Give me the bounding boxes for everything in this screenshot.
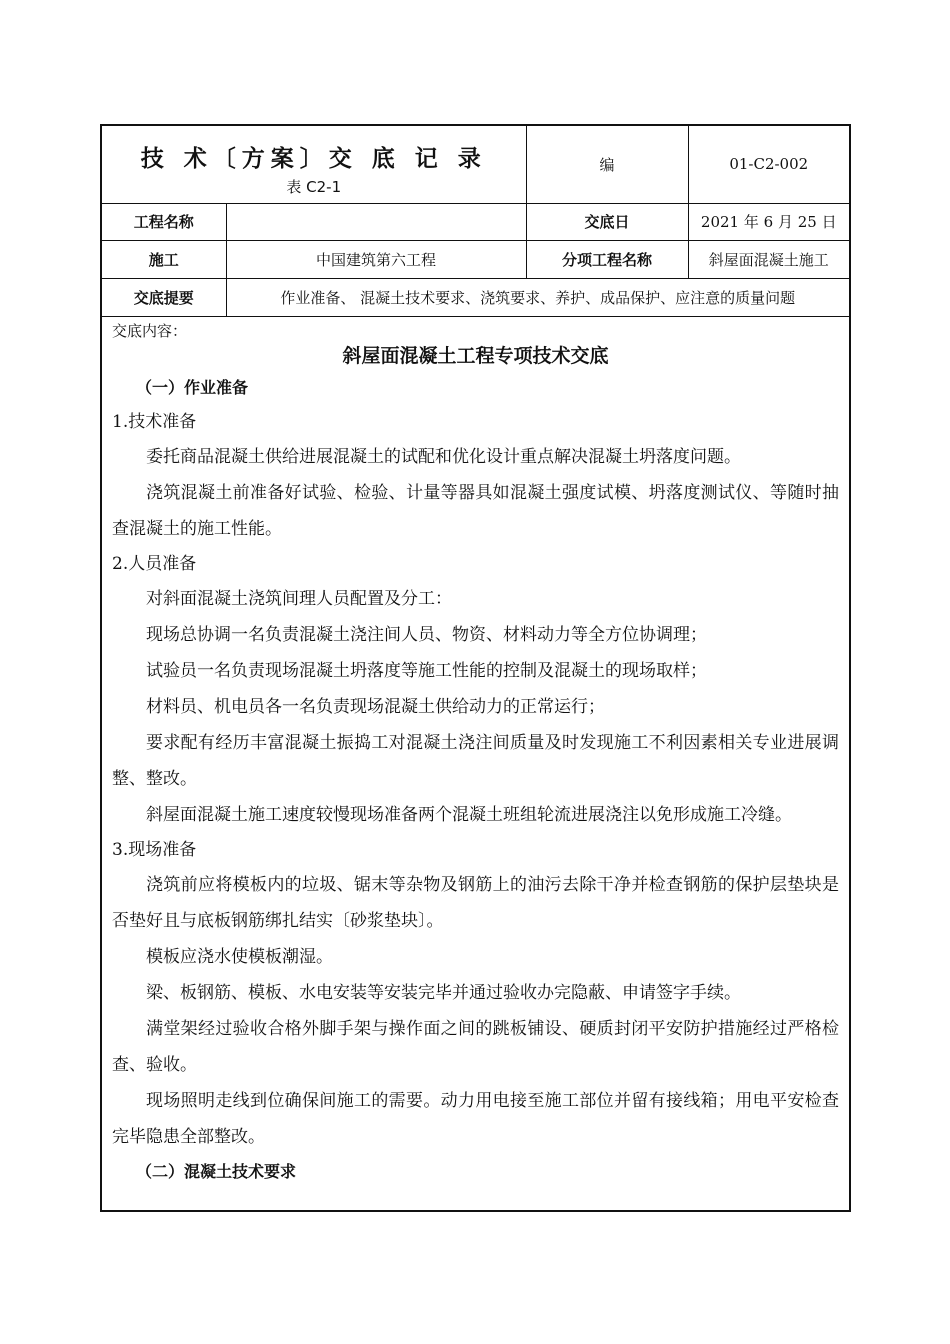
- header-table: [102, 126, 849, 317]
- code-label: 编: [526, 126, 688, 203]
- document-title: 斜屋面混凝土工程专项技术交底: [342, 344, 609, 367]
- paragraph: 材料员、机电员各一名负责现场混凝土供给动力的正常运行；: [146, 696, 605, 717]
- paragraph: 现场总协调一名负责混凝土浇注间人员、物资、材料动力等全方位协调理；: [146, 624, 707, 645]
- paragraph: 满堂架经过验收合格外脚手架与操作面之间的跳板铺设、硬质封闭平安防护措施经过严格检查、验收。: [112, 1018, 839, 1075]
- paragraph: 要求配有经历丰富混凝土振捣工对混凝土浇注间质量及时发现施工不利因素相关专业进展调整、整改。: [112, 732, 839, 789]
- date-label: 交底日: [526, 203, 688, 240]
- construction-label: 施工: [102, 240, 226, 278]
- construction-value: 中国建筑第六工程: [226, 240, 526, 278]
- subproject-label: 分项工程名称: [526, 240, 688, 278]
- paragraph: 委托商品混凝土供给进展混凝土的试配和优化设计重点解决混凝土坍落度问题。: [146, 446, 741, 467]
- paragraph: 浇筑前应将模板内的垃圾、锯末等杂物及钢筋上的油污去除干净并检查钢筋的保护层垫块是否垫好且与底板钢筋绑扎结实〔砂浆垫块〕。: [112, 874, 839, 931]
- date-value: 2021 年 6 月 25 日: [688, 203, 849, 240]
- paragraph: 梁、板钢筋、模板、水电安装等安装完毕并通过验收办完隐蔽、申请签字手续。: [146, 982, 741, 1003]
- section-heading: （一）作业准备: [136, 377, 249, 397]
- record-sheet: [100, 124, 851, 1212]
- code-value: 01-C2-002: [688, 126, 849, 203]
- project-value: [226, 203, 526, 240]
- subsection-heading: 1.技术准备: [112, 411, 197, 432]
- paragraph: 浇筑混凝土前准备好试验、检验、计量等器具如混凝土强度试模、坍落度测试仪、等随时抽查混凝土的施工性能。: [112, 482, 839, 539]
- project-label: 工程名称: [102, 203, 226, 240]
- form-number: 表 C2-1: [286, 178, 342, 196]
- paragraph: 模板应浇水使模板潮湿。: [146, 946, 333, 967]
- form-title: 技 术〔方案〕交 底 记 录: [140, 146, 487, 172]
- paragraph: 现场照明走线到位确保间施工的需要。动力用电接至施工部位并留有接线箱；用电平安检查完毕隐患全部整改。: [112, 1090, 839, 1147]
- title-cell: [102, 126, 526, 203]
- paragraph: 斜屋面混凝土施工速度较慢现场准备两个混凝土班组轮流进展浇注以免形成施工冷缝。: [146, 804, 792, 825]
- paragraph: 对斜面混凝土浇筑间理人员配置及分工：: [146, 588, 452, 609]
- subproject-value: 斜屋面混凝土施工: [688, 240, 849, 278]
- summary-value: 作业准备、 混凝土技术要求、浇筑要求、养护、成品保护、应注意的质量问题: [226, 278, 849, 316]
- content-area: [102, 321, 849, 1189]
- subsection-heading: 3.现场准备: [112, 839, 197, 860]
- content-intro: 交底内容：: [112, 321, 188, 340]
- section-heading: （二）混凝土技术要求: [136, 1161, 297, 1181]
- summary-label: 交底提要: [102, 278, 226, 316]
- paragraph: 试验员一名负责现场混凝土坍落度等施工性能的控制及混凝土的现场取样；: [146, 660, 707, 681]
- subsection-heading: 2.人员准备: [112, 553, 197, 574]
